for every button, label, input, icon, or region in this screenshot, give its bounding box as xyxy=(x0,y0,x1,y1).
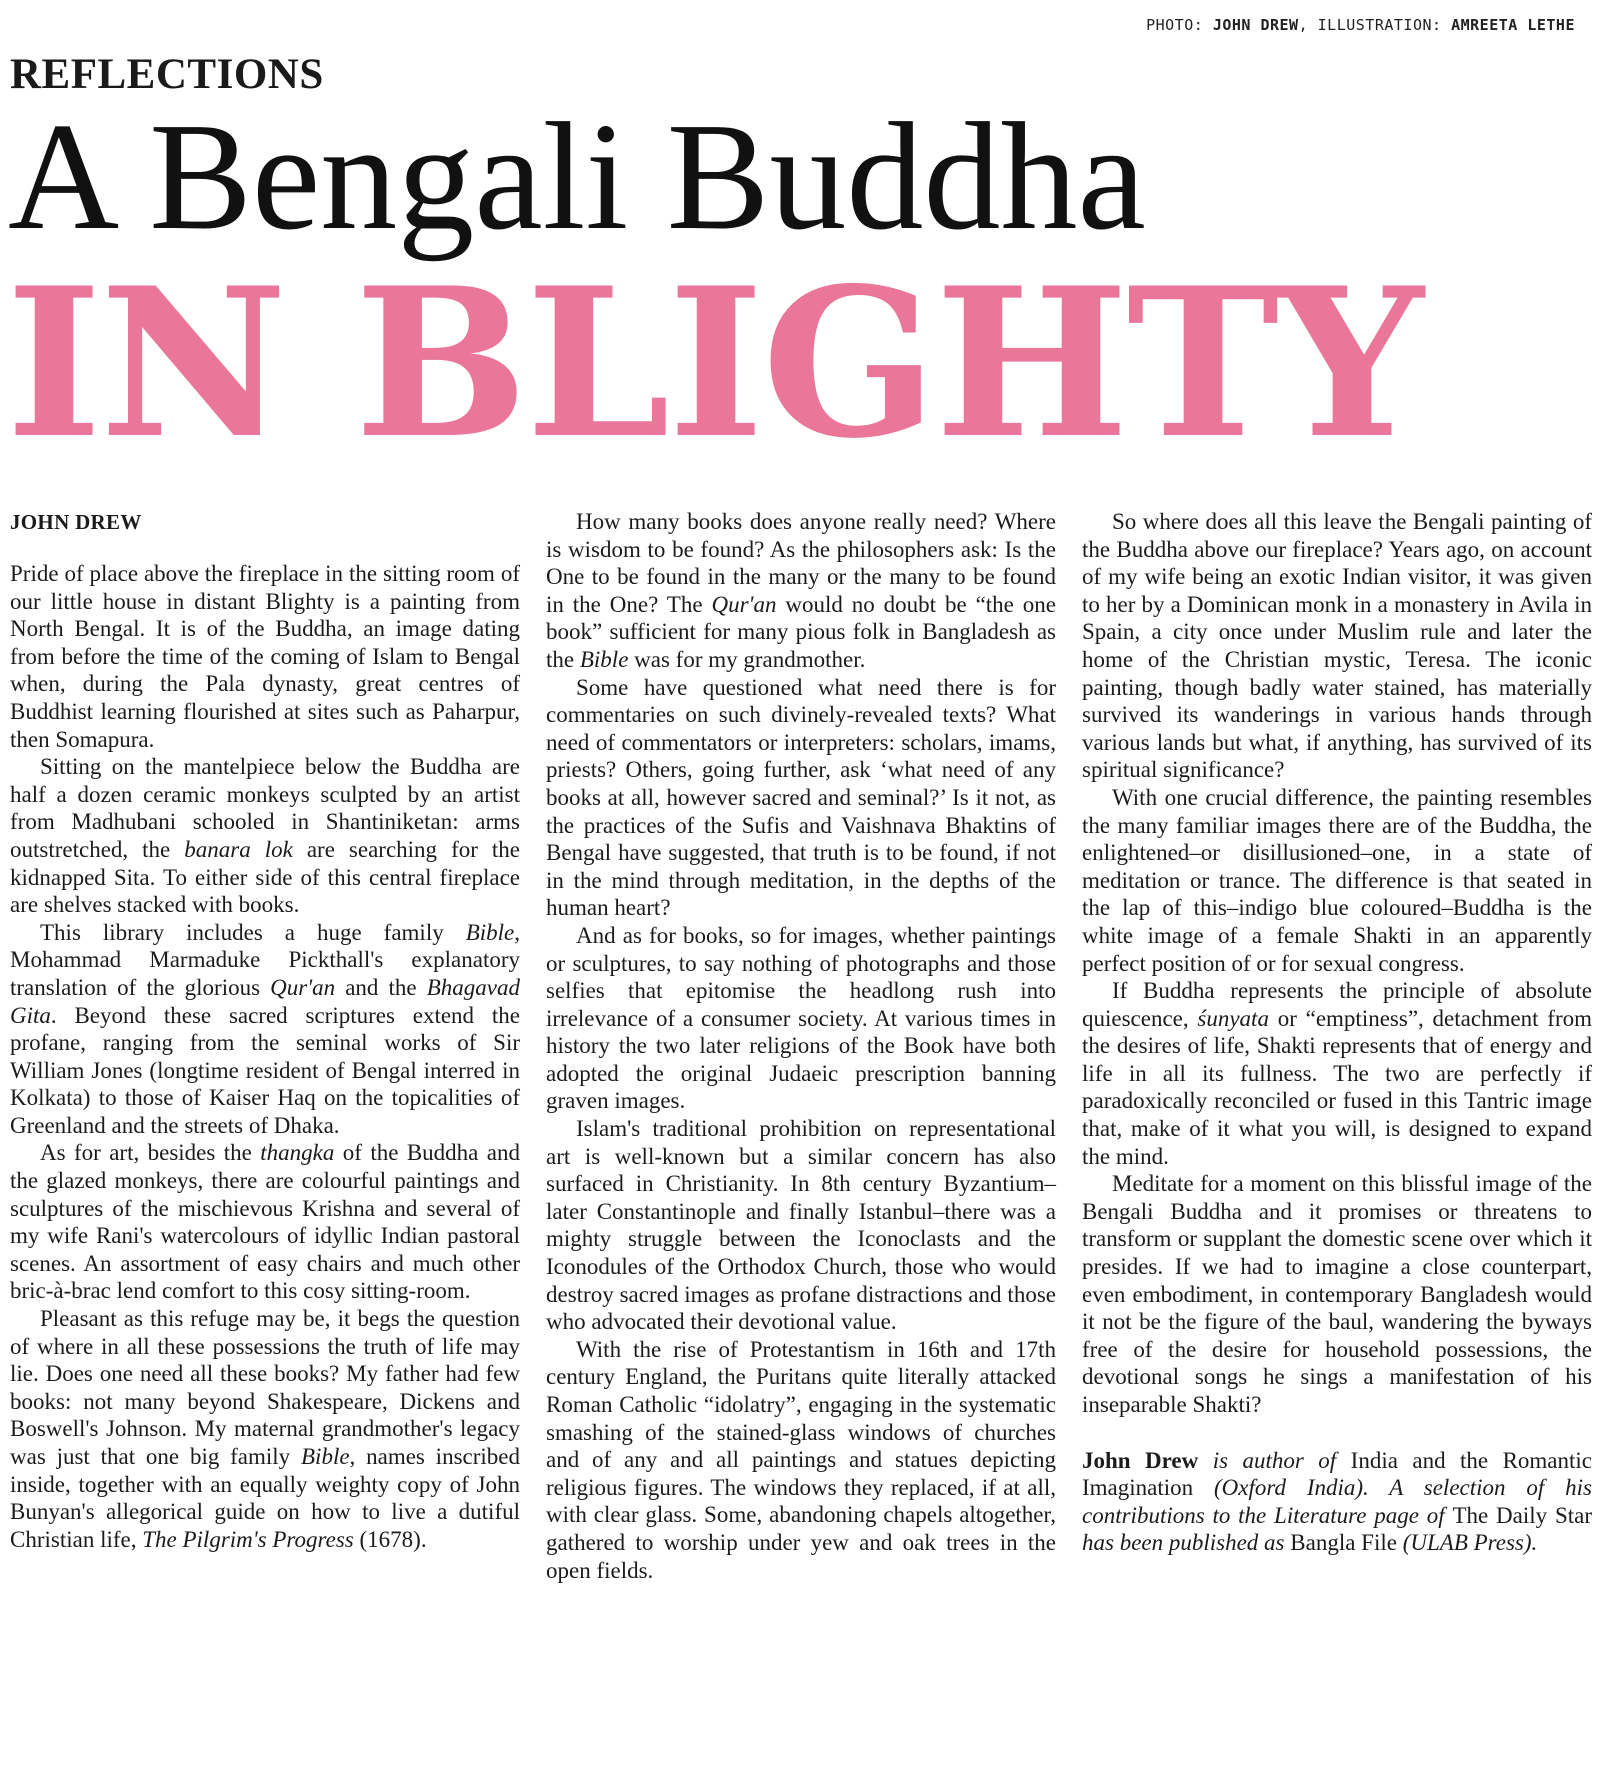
headline-line1: A Bengali Buddha xyxy=(8,92,1146,262)
paragraph: With one crucial difference, the painting resembles the many familiar images there are of the Buddha, the enlightened–or disillusioned–one, in a state of meditation or trance. The difference is that seated in the lap of this–indigo blue coloured–Buddha is the white image of a female Shakti in an apparently perfect position of or for sexual congress. xyxy=(1082,784,1592,976)
paragraph: Meditate for a moment on this blissful image of the Bengali Buddha and it promises or threatens to transform or supplant the domestic scene over which it presides. If we had to imagine a close counterpart, even embodiment, in contemporary Bangladesh would it not be the figure of the baul, wandering the byways free of the desire for household possessions, the devotional songs he sings a manifestation of his inseparable Shakti? xyxy=(1082,1171,1592,1417)
paragraph: With the rise of Protestantism in 16th and 17th century England, the Puritans quite literally attacked Roman Catholic “idolatry”, engaging in the systematic smashing of the stained-glass windows of churches and of any and all paintings and statues depicting religious figures. The windows they replaced, if at all, with clear glass. Some, abandoning chapels altogether, gathered to worship under yew and oak trees in the open fields. xyxy=(546,1336,1056,1583)
paragraph: If Buddha represents the principle of absolute quiescence, śunyata or “emptiness”, detachment from the desires of life, Shakti represents that of energy and life in all its fullness. The two are perfectly if paradoxically reconciled or fused in this Tantric image that, make of it what you will, is designed to expand the mind. xyxy=(1082,978,1592,1169)
section-kicker: REFLECTIONS xyxy=(10,51,324,98)
paragraph: Some have questioned what need there is for commentaries on such divinely-revealed texts? What need of commentators or interpreters: scholars, imams, priests? Others, going further, ask ‘what need of any books at all, however sacred and seminal?’ Is it not, as the practices of the Sufis and Vaishnava Bhaktins of Bengal have suggested, that truth is to be found, if not in the mind through meditation, in the depths of the human heart? xyxy=(546,674,1056,921)
photo-credit xyxy=(1146,16,1575,34)
article-column-1 xyxy=(10,560,520,1553)
paragraph: How many books does anyone really need? Where is wisdom to be found? As the philosophers ask: Is the One to be found in the many or the many to be found in the One? The Qur'an would no doubt be “the one book” sufficient for many pious folk in Bangladesh as the Bible was for my grandmother. xyxy=(546,509,1057,672)
paragraph: Sitting on the mantelpiece below the Buddha are half a dozen ceramic monkeys sculpted by an artist from Madhubani schooled in Shantiniketan: arms outstretched, the banara lok are searching for the kidnapped Sita. To either side of this central fireplace are shelves stacked with books. xyxy=(10,754,520,918)
illustration-credit-name: AMREETA LETHE xyxy=(1451,16,1575,34)
paragraph: As for art, besides the thangka of the Buddha and the glazed monkeys, there are colourful paintings and sculptures of the mischievous Krishna and several of my wife Rani's watercolours of idyllic Indian pastoral scenes. An assortment of easy chairs and much other bric-à-brac lend comfort to this cosy sitting-room. xyxy=(10,1140,520,1304)
photo-credit-label: PHOTO: xyxy=(1146,16,1204,34)
paragraph: Islam's traditional prohibition on representational art is well-known but a similar concern has also surfaced in Christianity. In 8th century Byzantium–later Constantinople and finally Istanbul–there was a mighty struggle between the Iconoclasts and the Iconodules of the Orthodox Church, those who would destroy sacred images as profane distractions and those who advocated their devotional value. xyxy=(546,1116,1056,1335)
author-bio: John Drew is author of India and the Romantic Imagination (Oxford India). A selection of his contributions to the Literature page of The Daily Star has been published as Bangla File (ULAB Press). xyxy=(1082,1447,1593,1556)
illustration-credit-label: , ILLUSTRATION: xyxy=(1298,16,1442,34)
article-column-3 xyxy=(1082,508,1592,1557)
headline-line2: IN BLIGHTY xyxy=(6,244,1422,484)
article-column-2 xyxy=(546,508,1056,1584)
paragraph: And as for books, so for images, whether paintings or sculptures, to say nothing of photographs and those selfies that epitomise the headlong rush into irrelevance of a consumer society. At various times in history the two later religions of the Book have both adopted the original Judaeic prescription banning graven images. xyxy=(546,922,1056,1114)
paragraph: Pride of place above the fireplace in the sitting room of our little house in distant Blighty is a painting from North Bengal. It is of the Buddha, an image dating from before the time of the coming of Islam to Bengal when, during the Pala dynasty, great centres of Buddhist learning flourished at sites such as Paharpur, then Somapura. xyxy=(10,561,520,752)
paragraph: Pleasant as this refuge may be, it begs the question of where in all these possessions the truth of life may lie. Does one need all these books? My father had few books: not many beyond Shakespeare, Dickens and Boswell's Johnson. My maternal grandmother's legacy was just that one big family Bible, names inscribed inside, together with an equally weighty copy of John Bunyan's allegorical guide on how to live a dutiful Christian life, The Pilgrim's Progress (1678). xyxy=(10,1306,520,1552)
paragraph: So where does all this leave the Bengali painting of the Buddha above our fireplace? Years ago, on account of my wife being an exotic Indian visitor, it was given to her by a Dominican monk in a monastery in Avila in Spain, a city once under Muslim rule and later the home of the Christian mystic, Teresa. The iconic painting, though badly water stained, has materially survived its wanderings in various hands through various lands but what, if anything, has survived of its spiritual significance? xyxy=(1082,509,1592,783)
byline: JOHN DREW xyxy=(10,510,142,534)
photo-credit-name: JOHN DREW xyxy=(1212,16,1299,34)
paragraph: This library includes a huge family Bible, Mohammad Marmaduke Pickthall's explanatory translation of the glorious Qur'an and the Bhagavad Gita. Beyond these sacred scriptures extend the profane, ranging from the seminal works of Sir William Jones (longtime resident of Bengal interred in Kolkata) to those of Kaiser Haq on the topicalities of Greenland and the streets of Dhaka. xyxy=(10,919,520,1138)
